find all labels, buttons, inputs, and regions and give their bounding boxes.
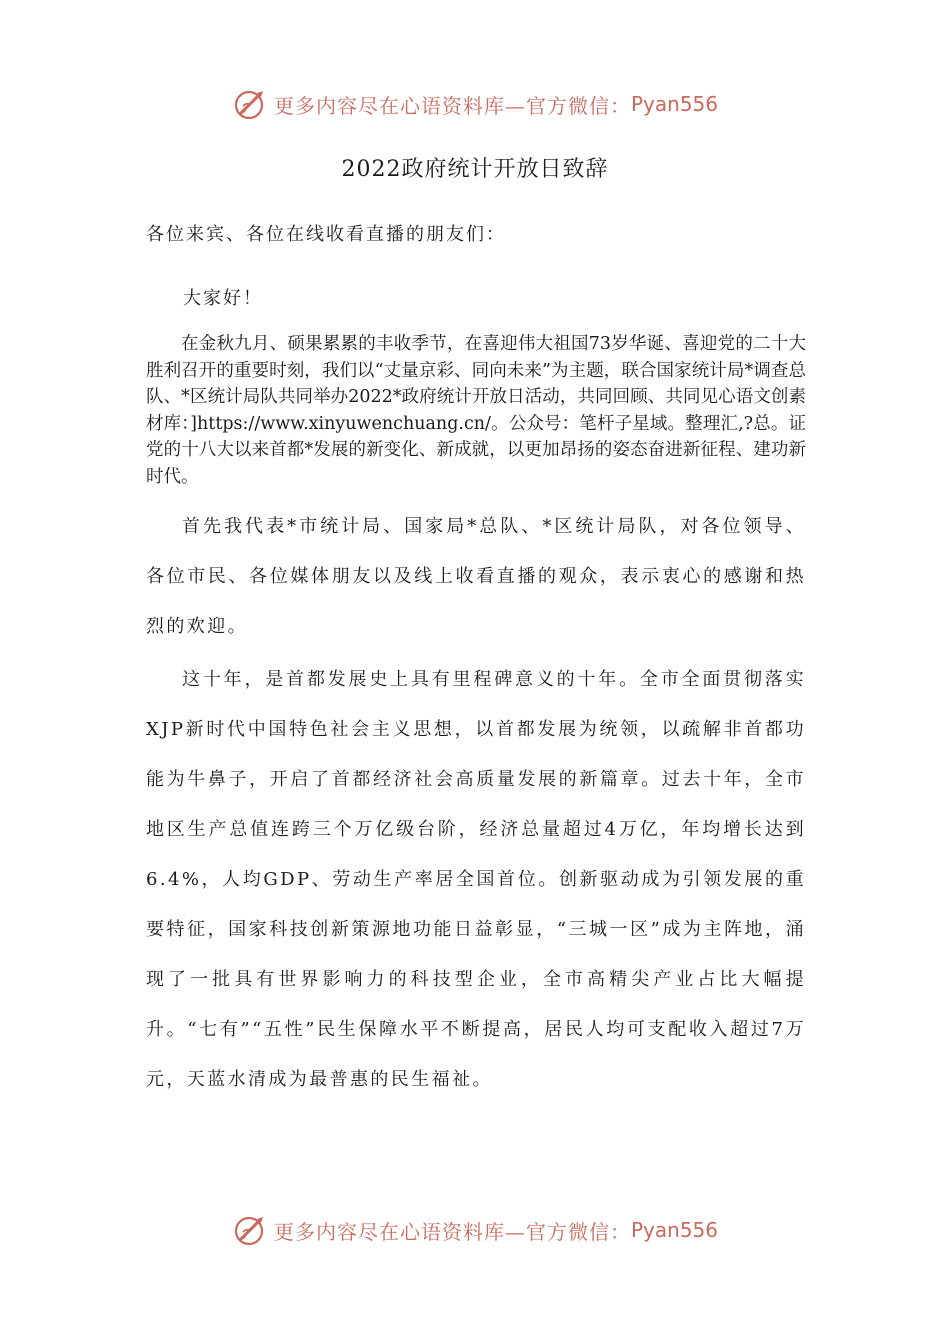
paragraph-2: 首先我代表*市统计局、国家局*总队、*区统计局队，对各位领导、各位市民、各位媒体朋友以及线上收看直播的观众，表示衷心的感谢和热烈的欢迎。 [146,516,806,637]
salutation: 各位来宾、各位在线收看直播的朋友们： [146,224,506,245]
banner-text: 更多内容尽在心语资料库—官方微信： [273,1219,631,1244]
document-title: 2022政府统计开放日致辞 [341,157,609,182]
paragraph-3: 这十年，是首都发展史上具有里程碑意义的十年。全市全面贯彻落实XJP新时代中国特色社会主义思想，以首都发展为统领，以疏解非首都功能为牛鼻子，开启了首都经济社会高质量发展的新篇章。过去十年，全市地区生产总值连跨三个万亿级台阶，经济总量超过4万亿，年均增长达到6.4%，人均GDP、劳动生产率居全国首位。创新驱动成为引领发展的重要特征，国家科技创新策源地功能日益彰显，“三城一区”成为主阵地，涌现了一批具有世界影响力的科技型企业，全市高精尖产业占比大幅提升。“七有”“五性”民生保障水平不断提高，居民人均可支配收入超过7万元，天蓝水清成为最普惠的民生福祉。 [146,669,806,1090]
banner-text: 更多内容尽在心语资料库—官方微信： [273,93,631,118]
header-banner [0,84,950,124]
pen-logo-icon [232,86,268,122]
greeting: 大家好！ [183,288,263,309]
footer-banner [0,1210,950,1250]
pen-logo-icon [232,1212,268,1248]
wechat-id: Pyan556 [630,92,718,116]
wechat-id: Pyan556 [630,1218,718,1242]
paragraph-1: 在金秋九月、硕果累累的丰收季节，在喜迎伟大祖国73岁华诞、喜迎党的二十大胜利召开的重要时刻，我们以“丈量京彩、同向未来”为主题，联合国家统计局*调查总队、*区统计局队共同举办2022*政府统计开放日活动，共同回顾、共同见心语文创素材库：]https://www.xinyuwenchuang.cn/。公众号：笔杆子星域。整理汇,?总。证党的十八大以来首都*发展的新变化、新成就，以更加昂扬的姿态奋进新征程、建功新时代。 [146,334,806,487]
